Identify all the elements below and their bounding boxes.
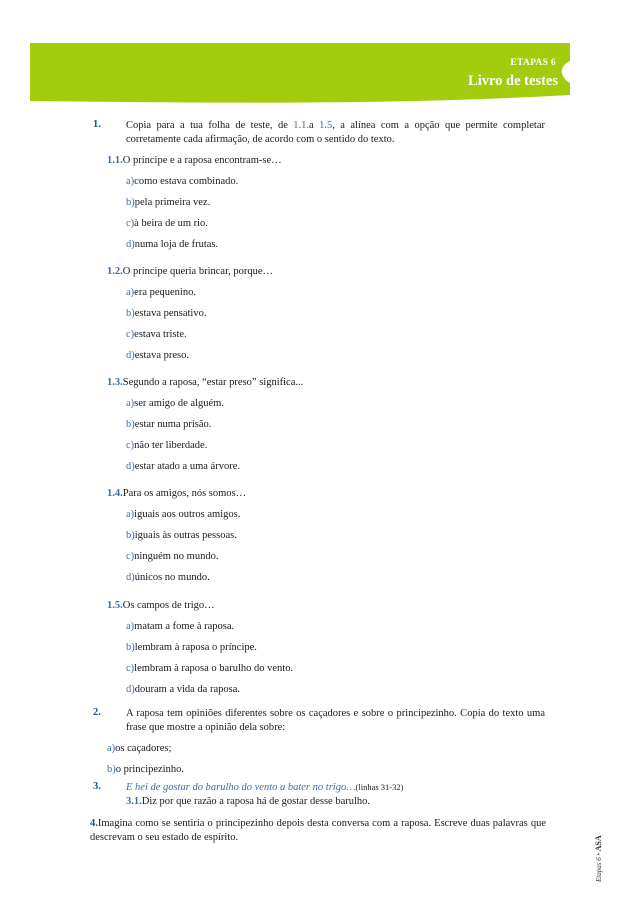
subquestion-1-1: 1.1.O príncipe e a raposa encontram-se… (107, 155, 282, 166)
question-3 (93, 781, 545, 795)
option: d)únicos no mundo. (126, 572, 210, 583)
question-text: Copia para a tua folha de teste, de 1.1.a 1.5, a alínea com a opção que permite completar corretamente cada afirmação, de acordo com o sentido do texto. (126, 120, 545, 145)
option: a)como estava combinado. (126, 176, 239, 187)
option: c)estava triste. (126, 329, 187, 340)
option: c)ninguém no mundo. (126, 551, 219, 562)
subquestion-1-3: 1.3.Segundo a raposa, “estar preso” significa... (107, 377, 304, 388)
option: b)lembram à raposa o príncipe. (126, 642, 257, 653)
series-label: ETAPAS 6 (510, 58, 556, 68)
option: b)o principezinho. (107, 764, 184, 775)
option: c)não ter liberdade. (126, 440, 208, 451)
option: a)iguais aos outros amigos. (126, 509, 241, 520)
subquestion-3-1: 3.1.Diz por que razão a raposa há de gostar desse barulho. (126, 796, 371, 807)
question-number: 3. (93, 781, 101, 792)
book-title: Livro de testes (468, 73, 558, 89)
side-footer (594, 828, 608, 884)
option: d)douram a vida da raposa. (126, 684, 241, 695)
header-banner (30, 43, 570, 105)
subquestion-1-2: 1.2.O príncipe queria brincar, porque… (107, 266, 274, 277)
option: b)estava pensativo. (126, 308, 207, 319)
option: d)estava preso. (126, 350, 189, 361)
publisher-logo: ASA (594, 835, 603, 852)
option: a)os caçadores; (107, 743, 172, 754)
option: c)lembram à raposa o barulho do vento. (126, 663, 294, 674)
option: a)matam a fome à raposa. (126, 621, 235, 632)
subquestion-1-4: 1.4.Para os amigos, nós somos… (107, 488, 247, 499)
subquestion-1-5: 1.5.Os campos de trigo… (107, 600, 215, 611)
option: b)iguais às outras pessoas. (126, 530, 237, 541)
option: b)pela primeira vez. (126, 197, 211, 208)
question-2 (93, 707, 545, 734)
option: a)era pequenino. (126, 287, 196, 298)
question-4 (90, 817, 546, 844)
option: d)estar atado a uma árvore. (126, 461, 240, 472)
option: a)ser amigo de alguém. (126, 398, 224, 409)
option: d)numa loja de frutas. (126, 239, 219, 250)
question-1 (93, 119, 545, 146)
question-text: A raposa tem opiniões diferentes sobre os caçadores e sobre o principezinho. Copia do texto uma frase que mostre a opinião dela sobre: (126, 708, 545, 733)
question-number: 2. (93, 707, 101, 718)
side-footer-text: Etapas 6 • (595, 853, 603, 882)
option: b)estar numa prisão. (126, 419, 212, 430)
question-text: 4.Imagina como se sentiria o principezinho depois desta conversa com a raposa. Escreve duas palavras que descrevam o seu estado de espírito. (90, 818, 546, 843)
option: c)à beira de um rio. (126, 218, 208, 229)
question-number: 1. (93, 119, 101, 130)
question-quote: E hei de gostar do barulho do vento a bater no trigo…(linhas 31-32) (126, 782, 404, 793)
